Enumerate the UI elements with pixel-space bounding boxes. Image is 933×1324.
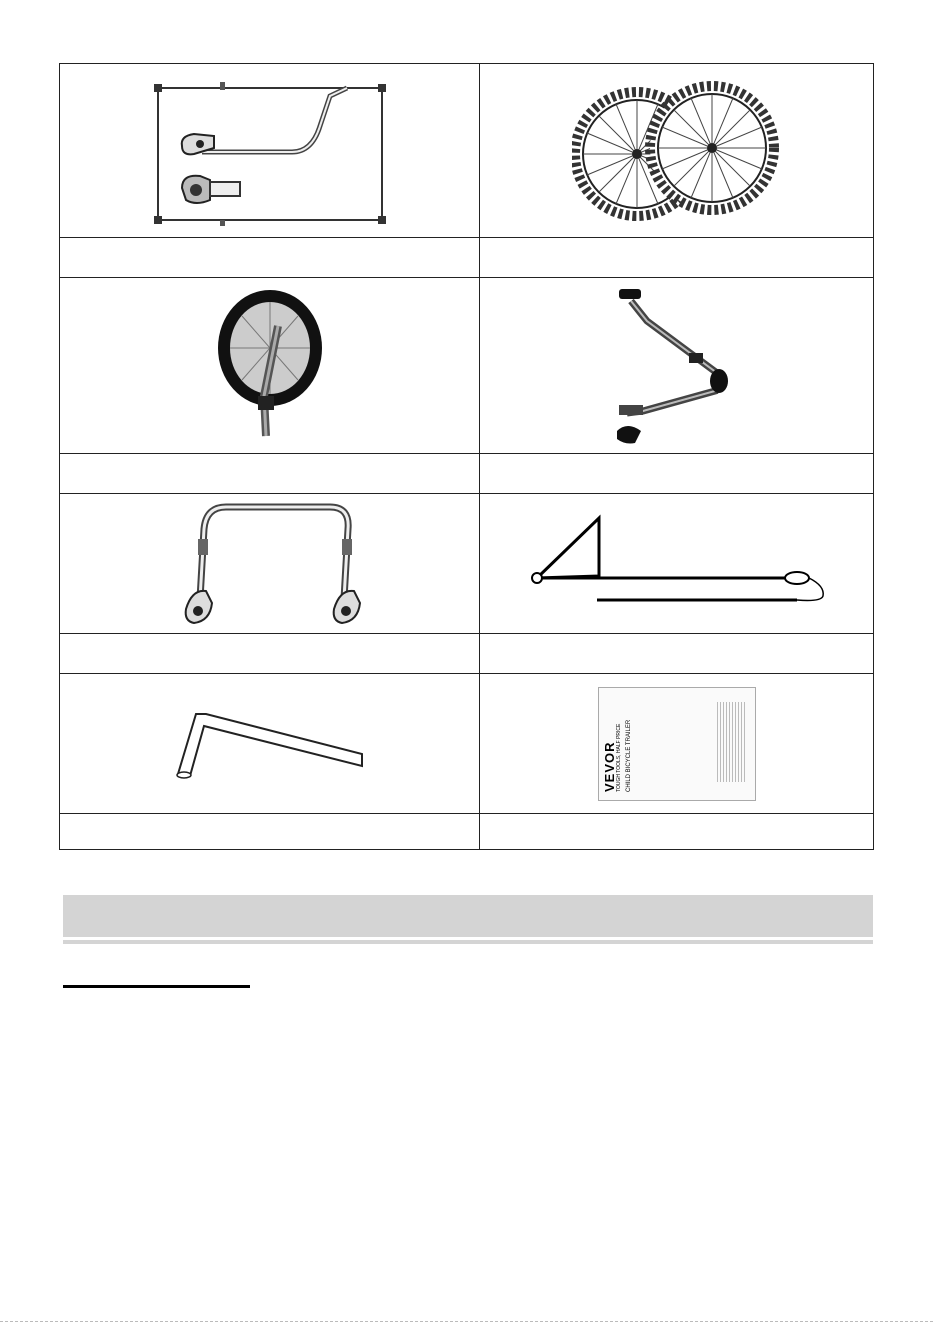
stroller-front-wheel-icon xyxy=(208,286,332,446)
hex-key-wrench-icon xyxy=(170,704,370,784)
trailer-frame-with-hitch-icon xyxy=(152,76,388,226)
manual-tagline: TOUGH TOOLS, HALF PRICE xyxy=(615,723,622,792)
part-label xyxy=(480,454,874,494)
part-label xyxy=(480,634,874,674)
parts-table xyxy=(59,63,874,850)
manual-title: CHILD BICYCLE TRAILER xyxy=(625,719,632,792)
manual-fine-print xyxy=(717,702,745,782)
manual-brand: VEVOR xyxy=(601,740,617,792)
part-image-cell xyxy=(60,494,480,634)
stroller-handle-bar-icon xyxy=(607,281,747,451)
bumper-bar-icon xyxy=(170,499,370,629)
section-header-bar xyxy=(63,895,873,937)
part-label xyxy=(480,814,874,850)
subheading-underline xyxy=(63,985,250,988)
part-image-cell xyxy=(480,494,874,634)
part-label xyxy=(60,454,480,494)
part-image-cell xyxy=(60,64,480,238)
part-label xyxy=(60,814,480,850)
part-image-cell xyxy=(480,64,874,238)
part-label xyxy=(60,238,480,278)
user-manual-icon xyxy=(598,687,756,801)
spoked-wheels-pair-icon xyxy=(572,76,782,226)
part-label xyxy=(480,238,874,278)
part-label xyxy=(60,634,480,674)
page-edge xyxy=(0,1321,933,1322)
part-image-cell xyxy=(60,278,480,454)
section-divider xyxy=(63,940,873,944)
part-image-cell xyxy=(480,278,874,454)
part-image-cell xyxy=(60,674,480,814)
part-image-cell xyxy=(480,674,874,814)
safety-flag-pole-icon xyxy=(527,514,827,614)
